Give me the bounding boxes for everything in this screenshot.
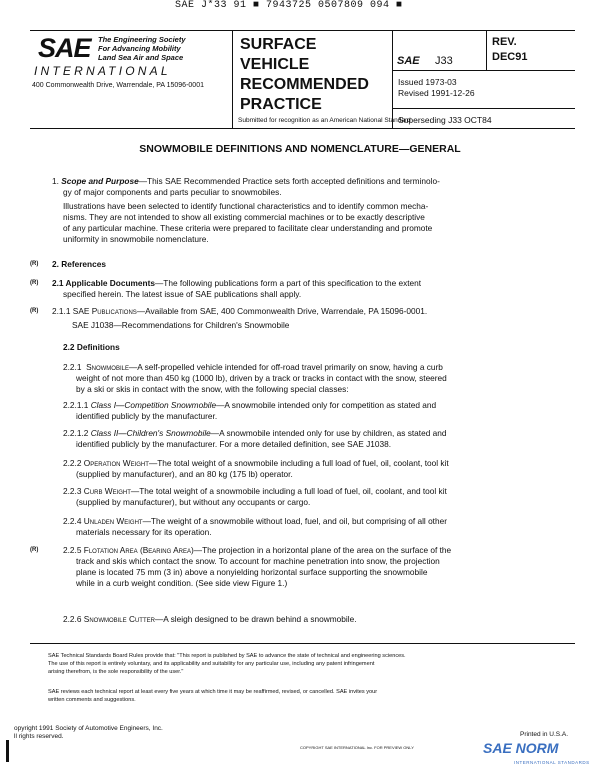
superseding: Superseding J33 OCT84 bbox=[398, 115, 492, 125]
section-2-2-3-line2: (supplied by manufacturer), but without any occupants or cargo. bbox=[76, 497, 311, 507]
copyright-notice bbox=[14, 725, 163, 741]
section-2-2-1-line3: by a ski or skis in contact with the snow, with the following special classes: bbox=[76, 384, 349, 394]
document-title: SNOWMOBILE DEFINITIONS AND NOMENCLATURE—GENERAL bbox=[139, 143, 461, 155]
copyright-line2: ll rights reserved. bbox=[14, 733, 64, 740]
section-2-2-1-2 bbox=[63, 428, 446, 439]
header-bottom-rule bbox=[30, 128, 575, 129]
rev-value: DEC91 bbox=[492, 51, 528, 63]
section-2-2-6-text: —A sleigh designed to be drawn behind a snowmobile. bbox=[154, 614, 357, 624]
revision-box bbox=[492, 35, 527, 65]
section-2-2-1-1 bbox=[63, 400, 436, 411]
section-2-1-heading: 2.1 Applicable Documents bbox=[52, 278, 155, 288]
sae-norm-watermark: SAE NORM bbox=[483, 740, 559, 756]
sae-mini-logo: SAE bbox=[397, 55, 420, 67]
reference-j1038: SAE J1038—Recommendations for Children's Snowmobile bbox=[72, 320, 290, 330]
section-2-heading: 2. References bbox=[52, 259, 106, 269]
ansi-submission-note: Submitted for recognition as an American National Standard bbox=[238, 117, 411, 124]
footer-disclaimer bbox=[48, 652, 406, 676]
sae-logo: SAE bbox=[38, 33, 91, 63]
section-2-2-1-heading: Snowmobile bbox=[86, 362, 129, 372]
section-2-2-1-1-text: —A snowmobile intended only for competition as stated and bbox=[216, 400, 437, 410]
revision-mark: (R) bbox=[30, 308, 39, 314]
section-2-2-3-number: 2.2.3 bbox=[63, 486, 82, 496]
section-2-2-1-1-heading: Class I—Competition Snowmobile bbox=[90, 400, 217, 410]
section-2-1-1-text: —Available from SAE, 400 Commonwealth Drive, Warrendale, PA 15096-0001. bbox=[136, 306, 428, 316]
title-line-3: RECOMMENDED bbox=[240, 76, 369, 93]
section-2-2-1-2-number: 2.2.1.2 bbox=[63, 428, 89, 438]
section-2-2-5-heading: Flotation Area (Bearing Area) bbox=[83, 545, 194, 555]
section-1-heading: Scope and Purpose bbox=[61, 176, 139, 186]
section-2-2-4-line2: materials necessary for its operation. bbox=[76, 527, 212, 537]
section-2-2-heading: 2.2 Definitions bbox=[63, 342, 120, 352]
revision-mark: (R) bbox=[30, 547, 39, 553]
title-line-2: VEHICLE bbox=[240, 56, 310, 73]
section-2-2-2-line2: (supplied by manufacturer), and an 80 kg (175 lb) operator. bbox=[76, 469, 293, 479]
section-2-2-2-text: —The total weight of a snowmobile including a full load of fuel, oil, coolant, tool kit bbox=[148, 458, 449, 468]
section-1-scope bbox=[52, 176, 572, 187]
section-2-2-3-heading: Curb Weight bbox=[83, 486, 131, 496]
preview-note: COPYRIGHT SAE INTERNATIONAL Inc. FOR PREVIEW ONLY bbox=[300, 745, 414, 750]
section-2-2-1-2-heading: Class II—Children's Snowmobile bbox=[90, 428, 211, 438]
section-2-2-3 bbox=[63, 486, 447, 497]
tagline-line-2: For Advancing Mobility bbox=[98, 44, 181, 53]
section-2-2-5-line4: while in a curb weight condition. (See side view Figure 1.) bbox=[76, 578, 288, 588]
section-2-2-1-2-line2: identified publicly by the manufacturer. For a more detailed definition, see SAE J1038. bbox=[76, 439, 392, 449]
sae-address: 400 Commonwealth Drive, Warrendale, PA 15096-0001 bbox=[32, 82, 204, 89]
revision-mark: (R) bbox=[30, 280, 39, 286]
section-2-2-1-1-number: 2.2.1.1 bbox=[63, 400, 89, 410]
section-1-para2-line2: nisms. They are not intended to show all existing commercial machines or to be exactly descriptive bbox=[63, 212, 425, 222]
section-2-2-6-heading: Snowmobile Cutter bbox=[83, 614, 155, 624]
section-2-2-4-text: —The weight of a snowmobile without load, fuel, and oil, but comprising of all other bbox=[142, 516, 447, 526]
footer-review-line1: SAE reviews each technical report at least every five years at which time it may be reaffirmed, revised, or cancelled. SAE invites your bbox=[48, 689, 378, 695]
section-2-2-1-text: —A self-propelled vehicle intended for off-road travel primarily on snow, having a curb bbox=[128, 362, 443, 372]
section-2-2-5-line3: plane is located 75 mm (3 in) above a nonyielding horizontal surface supporting the snowmobile bbox=[76, 567, 428, 577]
logo-tagline bbox=[98, 35, 233, 62]
section-1-text-cont: gy of major components and parts peculiar to snowmobiles. bbox=[63, 187, 282, 197]
section-2-2-6 bbox=[63, 614, 357, 625]
section-2-2-2-heading: Operation Weight bbox=[83, 458, 149, 468]
title-line-4: PRACTICE bbox=[240, 96, 322, 113]
revised-date: Revised 1991-12-26 bbox=[398, 88, 475, 98]
section-2-2-5-line2: track and skis which contact the snow. To account for machine penetration into snow, the projection bbox=[76, 556, 440, 566]
section-2-2-1 bbox=[63, 362, 443, 373]
section-2-2-1-1-line2: identified publicly by the manufacturer. bbox=[76, 411, 218, 421]
header-lower-rule bbox=[392, 108, 575, 109]
revision-mark: (R) bbox=[30, 261, 39, 267]
section-2-1-1-heading: SAE Publications bbox=[72, 306, 137, 316]
copyright-line1: opyright 1991 Society of Automotive Engineers, Inc. bbox=[14, 725, 163, 732]
scan-edge-mark bbox=[6, 740, 9, 762]
section-2-2-2 bbox=[63, 458, 449, 469]
printed-in: Printed in U.S.A. bbox=[520, 731, 569, 738]
section-1-para2-line1: Illustrations have been selected to identify functional characteristics and to identify common mecha- bbox=[63, 201, 429, 211]
footer-review-note bbox=[48, 688, 377, 704]
footer-disclaimer-line1: SAE Technical Standards Board Rules provide that: "This report is published by SAE to advance the state of technical and engineering sciences. bbox=[48, 653, 406, 659]
section-2-1-text: —The following publications form a part of this specification to the extent bbox=[154, 278, 422, 288]
section-2-2-5-text: —The projection in a horizontal plane of the area on the surface of the bbox=[193, 545, 452, 555]
section-2-2-1-2-text: —A snowmobile intended only for use by children, as stated and bbox=[210, 428, 447, 438]
tagline-line-1: The Engineering Society bbox=[98, 35, 186, 44]
section-2-2-5-number: 2.2.5 bbox=[63, 545, 82, 555]
header-mid-rule bbox=[392, 70, 575, 71]
footer-disclaimer-line2: The use of this report is entirely voluntary, and its applicability and suitability for any particular use, including any patent infringement bbox=[48, 661, 375, 667]
footer-review-line2: written comments and suggestions. bbox=[48, 697, 136, 703]
section-2-2-1-number: 2.2.1 bbox=[63, 362, 82, 372]
section-1-para2-line3: of any particular machine. These criteria were prepared to facilitate clear understanding and promote bbox=[63, 223, 433, 233]
document-number: J33 bbox=[435, 55, 453, 67]
section-2-1-1 bbox=[52, 306, 427, 317]
section-2-2-3-text: —The total weight of a snowmobile including a full load of fuel, oil, coolant, and tool kit bbox=[130, 486, 447, 496]
section-2-2-1-line2: weight of not more than 450 kg (1000 lb), driven by a track or tracks in contact with the snow, steered bbox=[76, 373, 447, 383]
section-1-number: 1. bbox=[52, 176, 59, 186]
section-2-1-text-cont: specified herein. The latest issue of SAE publications shall apply. bbox=[63, 289, 302, 299]
issue-dates bbox=[398, 77, 475, 99]
issued-date: Issued 1973-03 bbox=[398, 77, 457, 87]
top-document-code: SAE J*33 91 ■ 7943725 0507809 094 ■ bbox=[175, 0, 403, 11]
logo-international: INTERNATIONAL bbox=[34, 64, 171, 78]
footer-rule bbox=[30, 643, 575, 644]
section-2-1 bbox=[52, 278, 421, 289]
section-1-para2-line4: uniformity in snowmobile nomenclature. bbox=[63, 234, 209, 244]
rev-label: REV. bbox=[492, 36, 517, 48]
tagline-line-3: Land Sea Air and Space bbox=[98, 53, 184, 62]
header-top-rule bbox=[30, 30, 575, 31]
section-2-1-1-number: 2.1.1 bbox=[52, 306, 71, 316]
document-category-title bbox=[240, 35, 400, 115]
section-1-text: —This SAE Recommended Practice sets forth accepted definitions and terminolo- bbox=[138, 176, 440, 186]
section-2-2-4 bbox=[63, 516, 447, 527]
section-2-2-6-number: 2.2.6 bbox=[63, 614, 82, 624]
footer-disclaimer-line3: arising therefrom, is the sole responsibility of the user." bbox=[48, 669, 184, 675]
section-2-2-4-heading: Unladen Weight bbox=[83, 516, 143, 526]
title-line-1: SURFACE bbox=[240, 36, 317, 53]
header-divider-3 bbox=[486, 30, 487, 70]
section-2-2-2-number: 2.2.2 bbox=[63, 458, 82, 468]
section-2-2-4-number: 2.2.4 bbox=[63, 516, 82, 526]
section-2-2-5 bbox=[63, 545, 451, 556]
sae-norm-subtitle: INTERNATIONAL STANDARDS bbox=[514, 760, 590, 765]
